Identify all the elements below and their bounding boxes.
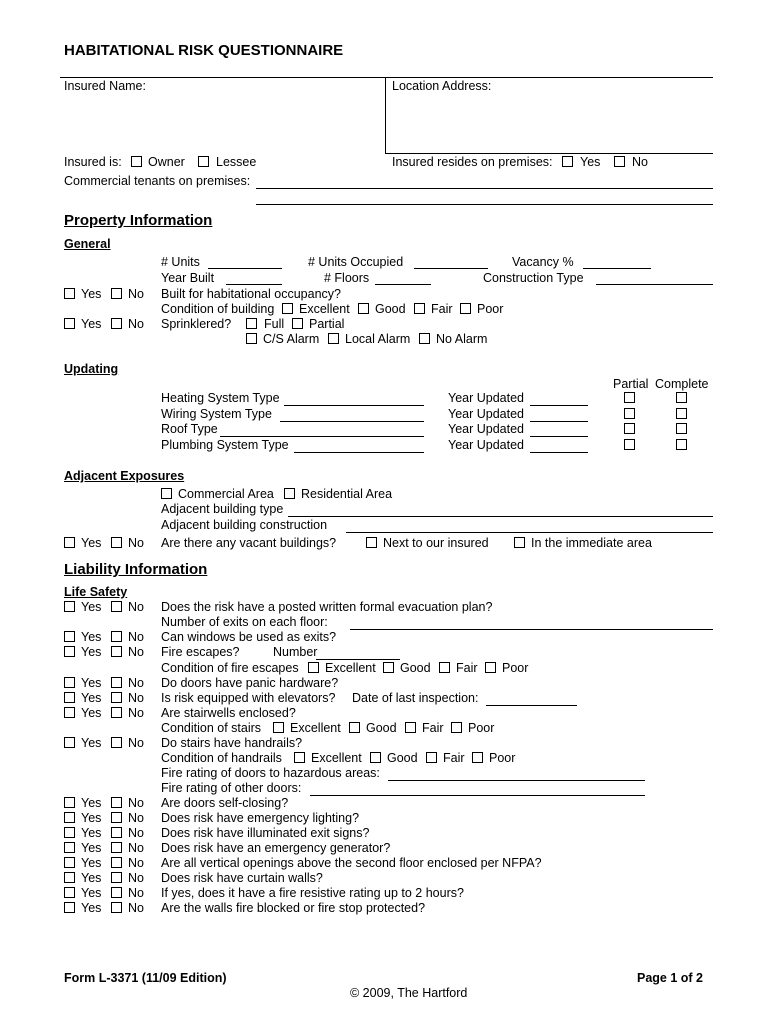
divider bbox=[385, 153, 713, 154]
stairs-poor-checkbox[interactable] bbox=[451, 722, 462, 733]
immediate-area-label: In the immediate area bbox=[531, 536, 652, 550]
exit-signs-question: Does risk have illuminated exit signs? bbox=[161, 826, 370, 840]
fire-blocked-question: Are the walls fire blocked or fire stop protected? bbox=[161, 901, 426, 915]
yes-label: Yes bbox=[81, 796, 102, 810]
sprinkler-partial-checkbox[interactable] bbox=[292, 318, 303, 329]
sprinklered-yes-checkbox[interactable] bbox=[64, 318, 75, 329]
yes-label: Yes bbox=[81, 856, 102, 870]
windows-no-checkbox[interactable] bbox=[111, 631, 122, 642]
fire-rating-yes-checkbox[interactable] bbox=[64, 887, 75, 898]
vacancy-label: Vacancy % bbox=[512, 255, 574, 269]
last-inspection-field[interactable] bbox=[486, 705, 577, 706]
vacant-yes-checkbox[interactable] bbox=[64, 537, 75, 548]
cs-alarm-label: C/S Alarm bbox=[263, 332, 320, 346]
heating-year-field[interactable] bbox=[530, 405, 588, 406]
cs-alarm-checkbox[interactable] bbox=[246, 333, 257, 344]
generator-yes-checkbox[interactable] bbox=[64, 842, 75, 853]
habitational-yes-checkbox[interactable] bbox=[64, 288, 75, 299]
no-label: No bbox=[128, 841, 144, 855]
handrails-good-checkbox[interactable] bbox=[370, 752, 381, 763]
curtain-walls-no-checkbox[interactable] bbox=[111, 872, 122, 883]
yes-label: Yes bbox=[81, 706, 102, 720]
no-label: No bbox=[632, 155, 648, 169]
panic-yes-checkbox[interactable] bbox=[64, 677, 75, 688]
excellent-label: Excellent bbox=[311, 751, 362, 765]
fire-resistive-question: If yes, does it have a fire resistive rating up to 2 hours? bbox=[161, 886, 464, 900]
roof-complete-checkbox[interactable] bbox=[676, 423, 687, 434]
heating-field[interactable] bbox=[284, 405, 424, 406]
liability-heading: Liability Information bbox=[64, 561, 208, 578]
habitational-question: Built for habitational occupancy? bbox=[161, 287, 341, 301]
no-alarm-label: No Alarm bbox=[436, 332, 488, 346]
no-label: No bbox=[128, 691, 144, 705]
commercial-area-label: Commercial Area bbox=[178, 487, 274, 501]
excellent-label: Excellent bbox=[325, 661, 376, 675]
good-label: Good bbox=[400, 661, 431, 675]
next-to-insured-checkbox[interactable] bbox=[366, 537, 377, 548]
windows-question: Can windows be used as exits? bbox=[161, 630, 337, 644]
plumbing-field[interactable] bbox=[294, 452, 424, 453]
fire-escapes-no-checkbox[interactable] bbox=[111, 646, 122, 657]
partial-column-header: Partial bbox=[613, 377, 649, 391]
partial-label: Partial bbox=[309, 317, 345, 331]
emergency-lighting-question: Does risk have emergency lighting? bbox=[161, 811, 360, 825]
no-alarm-checkbox[interactable] bbox=[419, 333, 430, 344]
units-label: # Units bbox=[161, 255, 200, 269]
year-updated-label: Year Updated bbox=[448, 407, 524, 421]
page-title: HABITATIONAL RISK QUESTIONNAIRE bbox=[64, 42, 344, 59]
resides-label: Insured resides on premises: bbox=[392, 155, 553, 169]
cond-handrails-label: Condition of handrails bbox=[161, 751, 282, 765]
yes-label: Yes bbox=[81, 901, 102, 915]
no-label: No bbox=[128, 796, 144, 810]
yes-label: Yes bbox=[81, 630, 102, 644]
year-updated-label: Year Updated bbox=[448, 438, 524, 452]
life-safety-heading: Life Safety bbox=[64, 585, 128, 599]
plumbing-complete-checkbox[interactable] bbox=[676, 439, 687, 450]
fire-escapes-number-field[interactable] bbox=[316, 659, 400, 660]
plumbing-partial-checkbox[interactable] bbox=[624, 439, 635, 450]
units-occupied-field[interactable] bbox=[414, 268, 488, 269]
generator-no-checkbox[interactable] bbox=[111, 842, 122, 853]
no-label: No bbox=[128, 287, 144, 301]
cond-fire-escapes-label: Condition of fire escapes bbox=[161, 661, 299, 675]
yes-label: Yes bbox=[81, 317, 102, 331]
no-label: No bbox=[128, 856, 144, 870]
floors-label: # Floors bbox=[324, 271, 370, 285]
roof-label: Roof Type bbox=[161, 422, 218, 436]
curtain-walls-yes-checkbox[interactable] bbox=[64, 872, 75, 883]
no-label: No bbox=[128, 600, 144, 614]
yes-label: Yes bbox=[81, 676, 102, 690]
divider bbox=[385, 78, 386, 153]
yes-label: Yes bbox=[81, 871, 102, 885]
year-updated-label: Year Updated bbox=[448, 391, 524, 405]
construction-type-label: Construction Type bbox=[483, 271, 584, 285]
yes-label: Yes bbox=[81, 536, 102, 550]
wiring-year-field[interactable] bbox=[530, 421, 588, 422]
wiring-complete-checkbox[interactable] bbox=[676, 408, 687, 419]
yes-label: Yes bbox=[81, 287, 102, 301]
no-label: No bbox=[128, 536, 144, 550]
generator-question: Does risk have an emergency generator? bbox=[161, 841, 391, 855]
sprinkler-full-checkbox[interactable] bbox=[246, 318, 257, 329]
next-to-insured-label: Next to our insured bbox=[383, 536, 489, 550]
exit-signs-yes-checkbox[interactable] bbox=[64, 827, 75, 838]
self-closing-yes-checkbox[interactable] bbox=[64, 797, 75, 808]
good-label: Good bbox=[375, 302, 406, 316]
exits-label: Number of exits on each floor: bbox=[161, 615, 328, 629]
commercial-area-checkbox[interactable] bbox=[161, 488, 172, 499]
handrails-fair-checkbox[interactable] bbox=[426, 752, 437, 763]
yes-label: Yes bbox=[580, 155, 601, 169]
fire-blocked-no-checkbox[interactable] bbox=[111, 902, 122, 913]
year-updated-label: Year Updated bbox=[448, 422, 524, 436]
vacancy-field[interactable] bbox=[583, 268, 651, 269]
no-label: No bbox=[128, 630, 144, 644]
full-label: Full bbox=[264, 317, 285, 331]
property-heading: Property Information bbox=[64, 212, 213, 229]
insured-is-label: Insured is: bbox=[64, 155, 122, 169]
stairwells-yes-checkbox[interactable] bbox=[64, 707, 75, 718]
floors-field[interactable] bbox=[375, 284, 431, 285]
no-label: No bbox=[128, 826, 144, 840]
immediate-area-checkbox[interactable] bbox=[514, 537, 525, 548]
fire-rating-hazard-field[interactable] bbox=[388, 780, 645, 781]
fire-escapes-question: Fire escapes? bbox=[161, 645, 240, 659]
adjacent-construction-field[interactable] bbox=[346, 532, 713, 533]
no-label: No bbox=[128, 811, 144, 825]
fair-label: Fair bbox=[431, 302, 453, 316]
heating-complete-checkbox[interactable] bbox=[676, 392, 687, 403]
page-number: Page 1 of 2 bbox=[637, 971, 703, 985]
handrails-poor-checkbox[interactable] bbox=[472, 752, 483, 763]
vertical-openings-yes-checkbox[interactable] bbox=[64, 857, 75, 868]
updating-heading: Updating bbox=[64, 362, 119, 376]
excellent-label: Excellent bbox=[299, 302, 350, 316]
construction-type-field[interactable] bbox=[596, 284, 713, 285]
complete-column-header: Complete bbox=[655, 377, 709, 391]
curtain-walls-question: Does risk have curtain walls? bbox=[161, 871, 323, 885]
stairs-excellent-checkbox[interactable] bbox=[273, 722, 284, 733]
stairs-good-checkbox[interactable] bbox=[349, 722, 360, 733]
resides-yes-checkbox[interactable] bbox=[562, 156, 573, 167]
cond-stairs-label: Condition of stairs bbox=[161, 721, 262, 735]
yes-label: Yes bbox=[81, 886, 102, 900]
fire-rating-other-field[interactable] bbox=[310, 795, 645, 796]
no-label: No bbox=[128, 871, 144, 885]
vacant-no-checkbox[interactable] bbox=[111, 537, 122, 548]
local-alarm-label: Local Alarm bbox=[345, 332, 411, 346]
fire-blocked-yes-checkbox[interactable] bbox=[64, 902, 75, 913]
handrails-excellent-checkbox[interactable] bbox=[294, 752, 305, 763]
no-label: No bbox=[128, 645, 144, 659]
lessee-label: Lessee bbox=[216, 155, 257, 169]
no-label: No bbox=[128, 317, 144, 331]
fire-escapes-yes-checkbox[interactable] bbox=[64, 646, 75, 657]
no-label: No bbox=[128, 736, 144, 750]
local-alarm-checkbox[interactable] bbox=[328, 333, 339, 344]
good-label: Good bbox=[387, 751, 418, 765]
sprinklered-question: Sprinklered? bbox=[161, 317, 232, 331]
adjacent-heading: Adjacent Exposures bbox=[64, 469, 185, 483]
stairwells-no-checkbox[interactable] bbox=[111, 707, 122, 718]
evacuation-yes-checkbox[interactable] bbox=[64, 601, 75, 612]
lessee-checkbox[interactable] bbox=[198, 156, 209, 167]
wiring-field[interactable] bbox=[280, 421, 424, 422]
emergency-lighting-yes-checkbox[interactable] bbox=[64, 812, 75, 823]
commercial-tenants-field-2[interactable] bbox=[256, 204, 713, 205]
fire-rating-hazard-label: Fire rating of doors to hazardous areas: bbox=[161, 766, 380, 780]
last-inspection-label: Date of last inspection: bbox=[352, 691, 479, 705]
stairwells-question: Are stairwells enclosed? bbox=[161, 706, 296, 720]
heating-partial-checkbox[interactable] bbox=[624, 392, 635, 403]
no-label: No bbox=[128, 706, 144, 720]
self-closing-no-checkbox[interactable] bbox=[111, 797, 122, 808]
number-label: Number bbox=[273, 645, 318, 659]
evacuation-question: Does the risk have a posted written formal evacuation plan? bbox=[161, 600, 493, 614]
divider bbox=[60, 77, 713, 78]
owner-label: Owner bbox=[148, 155, 185, 169]
escapes-excellent-checkbox[interactable] bbox=[308, 662, 319, 673]
residential-area-checkbox[interactable] bbox=[284, 488, 295, 499]
adjacent-type-field[interactable] bbox=[288, 516, 713, 517]
building-fair-checkbox[interactable] bbox=[414, 303, 425, 314]
handrails-no-checkbox[interactable] bbox=[111, 737, 122, 748]
yes-label: Yes bbox=[81, 600, 102, 614]
poor-label: Poor bbox=[489, 751, 516, 765]
condition-building-label: Condition of building bbox=[161, 302, 275, 316]
roof-year-field[interactable] bbox=[530, 436, 588, 437]
commercial-tenants-field[interactable] bbox=[256, 188, 713, 189]
handrails-yes-checkbox[interactable] bbox=[64, 737, 75, 748]
wiring-label: Wiring System Type bbox=[161, 407, 272, 421]
habitational-no-checkbox[interactable] bbox=[111, 288, 122, 299]
no-label: No bbox=[128, 676, 144, 690]
wiring-partial-checkbox[interactable] bbox=[624, 408, 635, 419]
commercial-tenants-label: Commercial tenants on premises: bbox=[64, 174, 251, 188]
year-built-label: Year Built bbox=[161, 271, 215, 285]
elevators-no-checkbox[interactable] bbox=[111, 692, 122, 703]
location-address-label: Location Address: bbox=[392, 79, 492, 93]
elevators-yes-checkbox[interactable] bbox=[64, 692, 75, 703]
building-excellent-checkbox[interactable] bbox=[282, 303, 293, 314]
fair-label: Fair bbox=[456, 661, 478, 675]
vacant-question: Are there any vacant buildings? bbox=[161, 536, 337, 550]
units-field[interactable] bbox=[208, 268, 282, 269]
vertical-openings-no-checkbox[interactable] bbox=[111, 857, 122, 868]
no-label: No bbox=[128, 886, 144, 900]
units-occupied-label: # Units Occupied bbox=[308, 255, 404, 269]
panic-no-checkbox[interactable] bbox=[111, 677, 122, 688]
evacuation-no-checkbox[interactable] bbox=[111, 601, 122, 612]
handrails-question: Do stairs have handrails? bbox=[161, 736, 303, 750]
roof-field[interactable] bbox=[220, 436, 424, 437]
yes-label: Yes bbox=[81, 811, 102, 825]
stairs-fair-checkbox[interactable] bbox=[405, 722, 416, 733]
fair-label: Fair bbox=[422, 721, 444, 735]
plumbing-year-field[interactable] bbox=[530, 452, 588, 453]
fair-label: Fair bbox=[443, 751, 465, 765]
form-number: Form L-3371 (11/09 Edition) bbox=[64, 971, 227, 985]
escapes-fair-checkbox[interactable] bbox=[439, 662, 450, 673]
roof-partial-checkbox[interactable] bbox=[624, 423, 635, 434]
exits-field[interactable] bbox=[350, 629, 713, 630]
plumbing-label: Plumbing System Type bbox=[161, 438, 289, 452]
yes-label: Yes bbox=[81, 691, 102, 705]
residential-area-label: Residential Area bbox=[301, 487, 393, 501]
fire-rating-no-checkbox[interactable] bbox=[111, 887, 122, 898]
poor-label: Poor bbox=[477, 302, 504, 316]
sprinklered-no-checkbox[interactable] bbox=[111, 318, 122, 329]
yes-label: Yes bbox=[81, 736, 102, 750]
resides-no-checkbox[interactable] bbox=[614, 156, 625, 167]
adjacent-construction-label: Adjacent building construction bbox=[161, 518, 328, 532]
windows-yes-checkbox[interactable] bbox=[64, 631, 75, 642]
general-heading: General bbox=[64, 237, 111, 251]
heating-label: Heating System Type bbox=[161, 391, 280, 405]
escapes-good-checkbox[interactable] bbox=[383, 662, 394, 673]
yes-label: Yes bbox=[81, 826, 102, 840]
poor-label: Poor bbox=[502, 661, 529, 675]
emergency-lighting-no-checkbox[interactable] bbox=[111, 812, 122, 823]
year-built-field[interactable] bbox=[226, 284, 282, 285]
self-closing-question: Are doors self-closing? bbox=[161, 796, 289, 810]
building-good-checkbox[interactable] bbox=[358, 303, 369, 314]
adjacent-type-label: Adjacent building type bbox=[161, 502, 284, 516]
panic-question: Do doors have panic hardware? bbox=[161, 676, 339, 690]
yes-label: Yes bbox=[81, 841, 102, 855]
yes-label: Yes bbox=[81, 645, 102, 659]
exit-signs-no-checkbox[interactable] bbox=[111, 827, 122, 838]
building-poor-checkbox[interactable] bbox=[460, 303, 471, 314]
poor-label: Poor bbox=[468, 721, 495, 735]
good-label: Good bbox=[366, 721, 397, 735]
escapes-poor-checkbox[interactable] bbox=[485, 662, 496, 673]
fire-rating-other-label: Fire rating of other doors: bbox=[161, 781, 302, 795]
copyright: © 2009, The Hartford bbox=[350, 986, 468, 1000]
insured-name-label: Insured Name: bbox=[64, 79, 146, 93]
vertical-openings-question: Are all vertical openings above the second floor enclosed per NFPA? bbox=[161, 856, 542, 870]
no-label: No bbox=[128, 901, 144, 915]
elevators-question: Is risk equipped with elevators? bbox=[161, 691, 336, 705]
owner-checkbox[interactable] bbox=[131, 156, 142, 167]
excellent-label: Excellent bbox=[290, 721, 341, 735]
